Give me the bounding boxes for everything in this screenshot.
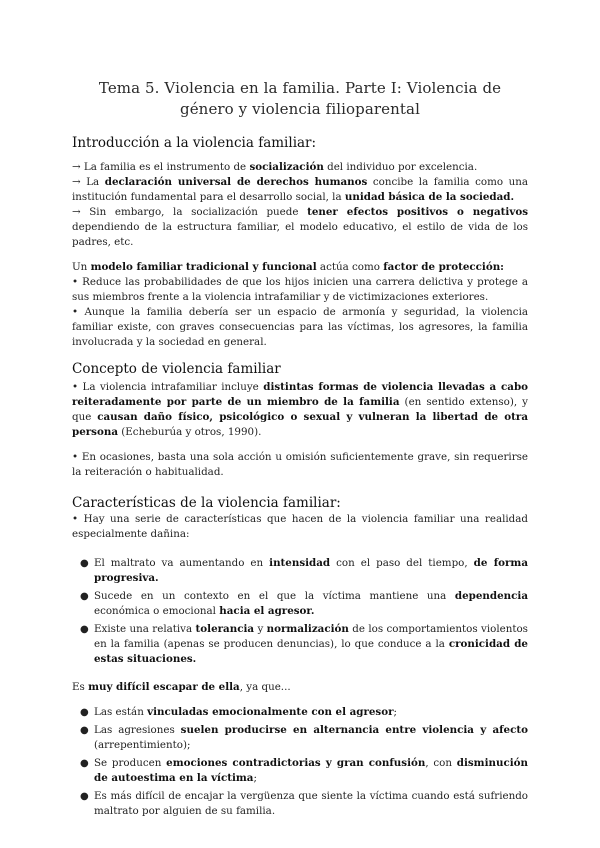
text-run: con el paso del tiempo, xyxy=(330,557,474,569)
bold-run: de forma progresiva. xyxy=(94,557,528,584)
bullet-icon: ● xyxy=(80,558,89,569)
list-item xyxy=(72,622,528,667)
heading-concepto-text: Concepto de violencia familiar xyxy=(72,361,281,377)
bold-run: modelo familiar tradicional y funcional xyxy=(90,261,317,273)
text-run: Se producen xyxy=(94,757,167,769)
bold-run: distintas formas de violencia llevadas a cabo reiteradamente por parte de un miembro de la familia xyxy=(72,381,529,408)
text-run: , ya que... xyxy=(239,681,291,693)
bold-run: suelen producirse en alternancia entre violencia y afecto xyxy=(180,724,528,736)
text-run: Las agresiones xyxy=(94,724,181,736)
bold-run: normalización xyxy=(266,623,349,635)
bullet-icon: ● xyxy=(80,591,89,602)
bold-run: emociones contradictorias y gran confusión xyxy=(166,757,426,769)
bold-run: declaración universal de derechos humanos xyxy=(104,176,368,188)
bold-run: socialización xyxy=(249,161,324,173)
text-run: • La violencia intrafamiliar incluye xyxy=(72,381,264,393)
concepto-paragraph-1 xyxy=(72,380,528,440)
text-run: y xyxy=(254,623,267,635)
bullet-icon: ● xyxy=(80,624,89,635)
text-run: económica o emocional xyxy=(94,605,220,617)
text-run: ; xyxy=(253,772,257,784)
modelo-paragraph-3: • Aunque la familia debería ser un espacio de armonía y seguridad, la violencia familiar existe, con graves consecuencias para las víctimas, los agresores, la familia involucrada y la sociedad en general. xyxy=(72,306,528,348)
bold-run: factor de protección: xyxy=(383,261,504,273)
list-item xyxy=(72,756,528,786)
text-run: → La xyxy=(72,176,105,188)
text-run: , con xyxy=(425,757,457,769)
bullet-icon: ● xyxy=(80,758,89,769)
intro-paragraph-2 xyxy=(72,175,528,205)
bullet-icon: ● xyxy=(80,791,89,802)
list-item xyxy=(72,789,528,819)
caracteristicas-intro: • Hay una serie de características que hacen de la violencia familiar una realidad especialmente dañina: xyxy=(72,513,528,540)
text-run: del individuo por excelencia. xyxy=(323,161,478,173)
text-run: (arrepentimiento); xyxy=(94,739,191,751)
heading-caracteristicas-text: Características de la violencia familiar: xyxy=(72,495,341,511)
dificil-intro xyxy=(72,680,528,695)
text-run: → Sin embargo, la socialización puede xyxy=(72,206,308,218)
bold-run: cronicidad de estas situaciones. xyxy=(94,638,528,665)
modelo-paragraph-2: • Reduce las probabilidades de que los hijos inicien una carrera delictiva y protege a sus miembros frente a la violencia intrafamiliar y de victimizaciones exteriores. xyxy=(72,276,528,303)
title-line-2: género y violencia filioparental xyxy=(180,100,420,118)
text-run: Existe una relativa xyxy=(94,623,196,635)
list-item xyxy=(72,705,528,720)
text-run: concibe la familia como una institución fundamental para el desarrollo social, la xyxy=(72,176,529,203)
list-item xyxy=(72,589,528,619)
text-run: Es xyxy=(72,681,89,693)
bullet-icon: ● xyxy=(80,725,89,736)
text-run: → La familia es el instrumento de xyxy=(72,161,250,173)
concepto-paragraph-2: • En ocasiones, basta una sola acción u omisión suficientemente grave, sin requerirse la reiteración o habitualidad. xyxy=(72,451,528,478)
title-line-1: Tema 5. Violencia en la familia. Parte I: Violencia de xyxy=(98,79,502,97)
text-run: dependiendo de la estructura familiar, el modelo educativo, el estilo de vida de los padres, etc. xyxy=(72,221,528,248)
bold-run: tolerancia xyxy=(195,623,255,635)
list-item xyxy=(72,723,528,753)
heading-concepto xyxy=(72,360,528,378)
modelo-paragraph-1 xyxy=(72,260,528,275)
bold-run: tener efectos positivos o negativos xyxy=(307,206,528,218)
text-run: (en sentido extenso), y que xyxy=(72,396,528,423)
text-run: ; xyxy=(393,706,398,718)
bold-run: disminución de autoestima en la víctima xyxy=(94,757,528,784)
bold-run: unidad básica de la sociedad. xyxy=(344,191,515,203)
bullet-icon: ● xyxy=(80,707,89,718)
heading-caracteristicas xyxy=(72,494,528,512)
heading-introduccion xyxy=(72,134,528,152)
bold-run: muy difícil escapar de ella xyxy=(88,681,240,693)
caracteristicas-list xyxy=(72,556,528,667)
document-page xyxy=(72,78,528,822)
text-run: actúa como xyxy=(316,261,384,273)
bold-run: hacia el agresor. xyxy=(219,605,315,617)
text-run: de los comportamientos violentos en la familia (apenas se producen denuncias), lo que conduce a la xyxy=(94,623,528,650)
bold-run: vinculadas emocionalmente con el agresor xyxy=(147,706,394,718)
text-run: (Echeburúa y otros, 1990). xyxy=(118,426,262,438)
dificil-list xyxy=(72,705,528,819)
bold-run: causan daño físico, psicológico o sexual y vulneran la libertad de otra persona xyxy=(72,411,529,438)
intro-paragraph-1 xyxy=(72,160,528,175)
document-title xyxy=(72,78,528,120)
heading-introduccion-text: Introducción a la violencia familiar: xyxy=(72,135,317,151)
list-item xyxy=(72,556,528,586)
text-run: Las están xyxy=(94,706,148,718)
text-run: Un xyxy=(72,261,91,273)
text-run: El maltrato va aumentando en xyxy=(94,557,270,569)
intro-paragraph-3 xyxy=(72,205,528,250)
text-run: Es más difícil de encajar la vergüenza que siente la víctima cuando está sufriendo maltrato por alguien de su familia. xyxy=(94,790,528,817)
bold-run: intensidad xyxy=(269,557,331,569)
bold-run: dependencia xyxy=(454,590,528,602)
text-run: Sucede en un contexto en el que la víctima mantiene una xyxy=(94,590,455,602)
